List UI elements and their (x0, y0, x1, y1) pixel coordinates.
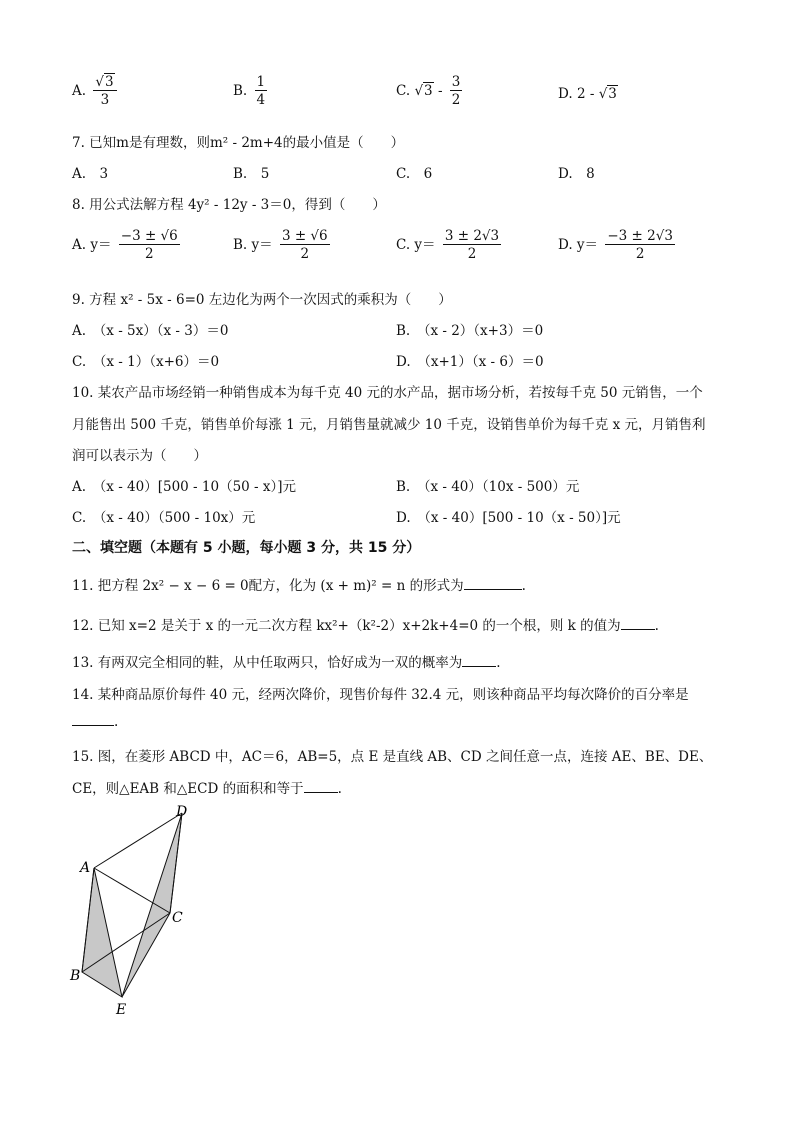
option-label: C. (396, 83, 411, 99)
q8-stem: 8. 用公式法解方程 4y² - 12y - 3＝0，得到（ ） (72, 197, 386, 213)
label-a: A (80, 860, 91, 876)
option-text: 2 - (576, 86, 595, 102)
question-text: 11. 把方程 2x² − x − 6 = 0配方，化为 (x + m)² = n 的形式为 (72, 578, 464, 594)
answer-blank[interactable] (72, 713, 114, 726)
q9-option-b: B. （x - 2）（x+3）＝0 (396, 323, 544, 339)
label-c: C (172, 910, 183, 926)
label-d: D (176, 804, 188, 820)
fraction (119, 228, 180, 263)
q6-option-d: D. 2 - √3 (558, 86, 617, 102)
numerator: 3 ± √6 (281, 228, 328, 244)
fraction (443, 228, 501, 263)
q10-option-d: D. （x - 40）[500 - 10（x - 50）]元 (396, 510, 621, 526)
answer-blank[interactable] (304, 780, 338, 793)
q10-stem-line1: 10. 某农产品市场经销一种销售成本为每千克 40 元的水产品，据市场分析，若按每千克 50 元销售，一个 (72, 385, 703, 401)
option-label: D. y＝ (558, 237, 599, 253)
q10-option-c: C. （x - 40）（500 - 10x）元 (72, 510, 256, 526)
period: . (521, 578, 526, 594)
denominator: 2 (300, 246, 310, 262)
q9-option-c: C. （x - 1）（x+6）＝0 (72, 354, 220, 370)
option-label: B. (233, 83, 248, 99)
triangle-eab (82, 868, 122, 997)
q8-option-c (396, 228, 504, 263)
denominator: 2 (635, 246, 645, 262)
section-heading: 二、填空题（本题有 5 小题，每小题 3 分，共 15 分） (72, 540, 421, 556)
period: . (496, 655, 501, 671)
q15-line1: 15. 图，在菱形 ABCD 中，AC＝6，AB=5，点 E 是直线 AB、CD 之间任意一点，连接 AE、BE、DE、 (72, 749, 713, 765)
question-text: CE，则△EAB 和△ECD 的面积和等于 (72, 781, 304, 797)
radicand: 3 (104, 74, 114, 90)
radicand: 3 (424, 83, 433, 99)
fraction (280, 228, 330, 263)
q10-stem-line3: 润可以表示为（ ） (72, 448, 207, 464)
q8-option-a (72, 228, 183, 263)
q13 (72, 651, 501, 671)
numerator: −3 ± 2√3 (607, 228, 673, 244)
fraction (255, 74, 268, 109)
q9-option-a: A. （x - 5x）（x - 3）＝0 (72, 323, 229, 339)
label-b: B (70, 968, 81, 984)
label-e: E (116, 1002, 127, 1018)
question-text: 13. 有两双完全相同的鞋，从中任取两只，恰好成为一双的概率为 (72, 655, 463, 671)
numerator: 3 (451, 74, 461, 90)
minus-sign: - (437, 83, 443, 99)
option-label: D. (558, 86, 573, 102)
q6-option-a (72, 74, 120, 109)
answer-blank[interactable] (621, 617, 655, 630)
q8-option-d (558, 228, 678, 263)
q12 (72, 614, 659, 634)
answer-blank[interactable] (464, 577, 522, 590)
q7-stem: 7. 已知m是有理数，则m² - 2m+4的最小值是（ ） (72, 135, 405, 151)
rhombus-figure (60, 800, 210, 1025)
denominator: 2 (144, 246, 154, 262)
period: . (654, 618, 659, 634)
option-label: C. y＝ (396, 237, 436, 253)
numerator: −3 ± √6 (120, 228, 178, 244)
denominator: 4 (256, 92, 266, 108)
option-label: B. y＝ (233, 237, 273, 253)
denominator: 3 (100, 92, 110, 108)
option-label: A. (72, 83, 87, 99)
fraction (605, 228, 675, 263)
q10-option-b: B. （x - 40）（10x - 500）元 (396, 479, 580, 495)
radicand: 3 (608, 86, 617, 102)
q14-line1: 14. 某种商品原价每件 40 元，经两次降价，现售价每件 32.4 元，则该种商品平均每次降价的百分率是 (72, 687, 689, 703)
period: . (114, 714, 119, 730)
period: . (337, 781, 342, 797)
answer-blank[interactable] (462, 654, 496, 667)
q7-option-d: D. 8 (558, 166, 595, 182)
fraction: $\frac{√3}{3}$ (93, 74, 116, 109)
q14-line2 (72, 713, 118, 730)
q6-option-c: C. √3 - $\frac{3}{2}$ (396, 74, 461, 108)
numerator: 3 ± 2√3 (444, 228, 500, 244)
q7-option-b: B. 5 (233, 166, 270, 182)
question-text: 12. 已知 x=2 是关于 x 的一元二次方程 kx²+（k²-2）x+2k+4=0 的一个根，则 k 的值为 (72, 618, 621, 634)
q10-stem-line2: 月能售出 500 千克，销售单价每涨 1 元，月销售量就减少 10 千克，设销售单价为每千克 x 元，月销售利 (72, 417, 706, 433)
q9-option-d: D. （x+1）（x - 6）＝0 (396, 354, 544, 370)
q11 (72, 574, 526, 594)
q7-option-a: A. 3 (72, 166, 109, 182)
denominator: 2 (451, 92, 461, 108)
option-label: A. y＝ (72, 237, 112, 253)
fraction (450, 74, 463, 109)
q7-option-c: C. 6 (396, 166, 433, 182)
numerator: 1 (256, 74, 266, 90)
q9-stem: 9. 方程 x² - 5x - 6=0 左边化为两个一次因式的乘积为（ ） (72, 292, 452, 308)
q8-option-b (233, 228, 333, 263)
q15-line2 (72, 777, 342, 797)
q6-option-b (233, 74, 270, 109)
q10-option-a: A. （x - 40）[500 - 10（50 - x）]元 (72, 479, 297, 495)
triangle-ecd (122, 813, 182, 997)
denominator: 2 (467, 246, 477, 262)
